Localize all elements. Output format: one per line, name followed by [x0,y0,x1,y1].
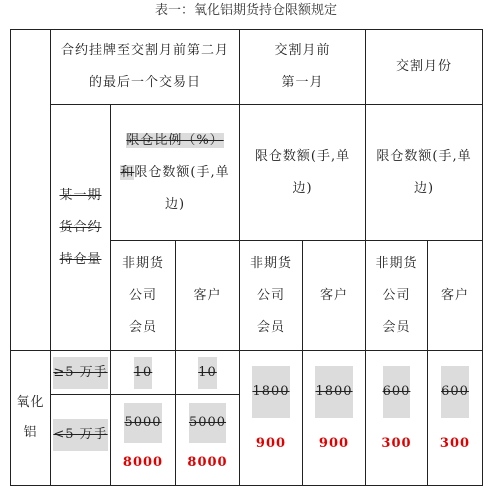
low-nonmember-value: 5000 8000 [111,395,175,485]
subheader-nonmember-3: 非期货 公司 会员 [375,255,418,335]
ratio-label-struck: 限仓比例（%） [126,132,224,148]
subheader-nonmember-2: 非期货 公司 会员 [249,255,292,335]
subheader-client-2: 客户 [319,287,348,303]
row-label-position-size: 某一期 货合约 持仓量 [59,187,102,267]
table-title: 表一：氧化铝期货持仓限额规定 [154,3,337,18]
delivery-nonmember-value: 600 300 [366,351,427,485]
high-nonmember-value: 10 [111,351,175,394]
header-first-month-before: 交割月前 第一月 [274,43,331,90]
first-month-nonmember-value: 1800 900 [240,351,302,485]
high-client-value: 10 [176,351,239,394]
subheader-client-1: 客户 [193,287,222,303]
product-label: 氧化 铝 [16,395,45,440]
limit-prefix-struck: 和 [120,164,135,180]
subheader-nonmember-1: 非期货 公司 会员 [121,255,164,335]
header-delivery-month: 交割月份 [395,59,452,74]
header-limit-first-month: 限仓数额(手,单 边) [254,148,351,196]
threshold-high: ≥5 万手 [51,351,110,394]
subheader-client-3: 客户 [440,287,469,303]
delivery-client-value: 600 300 [428,351,482,485]
first-month-client-value: 1800 900 [303,351,365,485]
low-client-value: 5000 8000 [176,395,239,485]
header-limit-delivery: 限仓数额(手,单 边) [376,148,472,196]
header-before-second-month: 合约挂牌至交割月前第二月 的最后一个交易日 [60,43,229,90]
threshold-low: <5 万手 [51,395,110,485]
header-limit-before: 限仓比例（%） 和限仓数额(手,单 边) [120,132,230,212]
